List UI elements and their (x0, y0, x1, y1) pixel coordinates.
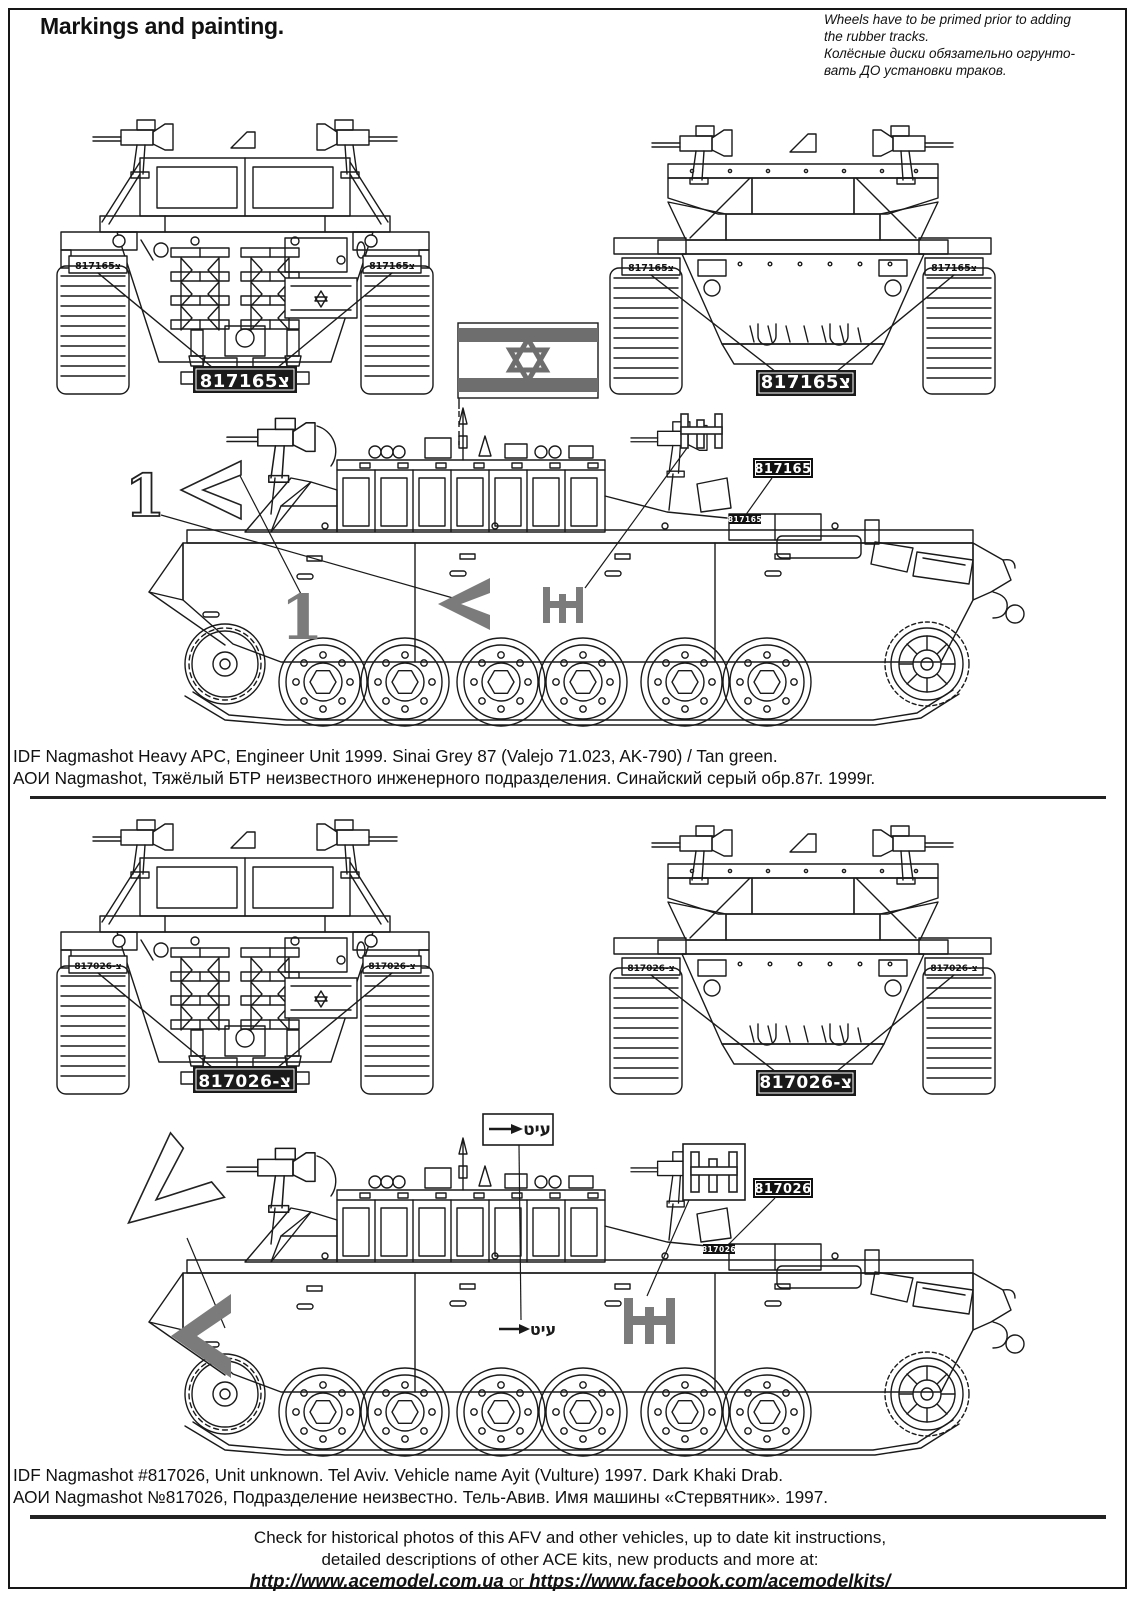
registration-callout-number: 817026-צ (759, 1073, 853, 1093)
caption-scheme1-ru: АОИ Nagmashot, Тяжёлый БТР неизвестного инженерного подразделения. Синайский серый обр.87г. 1999г. (13, 768, 876, 788)
plate-right-number: 817026-צ (368, 962, 416, 972)
plate-right-number: 817165צ (369, 261, 415, 272)
plate-left-number: 817165צ (628, 263, 674, 274)
registration-callout-number: 817165צ (760, 372, 852, 393)
caption-scheme1 (13, 745, 1118, 789)
deck-number-callout: 817026 (754, 1182, 812, 1197)
registration-callout-number: 817165צ (199, 371, 291, 392)
chevron-marking (438, 578, 490, 630)
priming-note-en-2: the rubber tracks. (824, 29, 930, 44)
rear-view-scheme1 (45, 110, 445, 405)
hull-number-callout: 1 (124, 462, 166, 530)
deck-number: 817026 (701, 1245, 737, 1254)
priming-note (824, 11, 1122, 79)
priming-note-ru-2: вать ДО установки траков. (824, 63, 1007, 78)
chevron-marking-callout (102, 1133, 225, 1255)
footer-line-1: Check for historical photos of this AFV and other vehicles, up to date kit instructions, (253, 1528, 887, 1547)
acemodel-url: http://www.acemodel.com.ua (249, 1570, 504, 1591)
section-divider-1 (30, 796, 1106, 799)
footer-line-2: detailed descriptions of other ACE kits, new products and more at: (321, 1549, 819, 1569)
front-view-scheme2 (600, 812, 1005, 1102)
side-view-scheme2 (75, 1102, 1105, 1457)
footer-links (0, 1570, 1140, 1593)
registration-callout-number: 817026-צ (198, 1072, 292, 1092)
chevron-marking (171, 1294, 231, 1378)
front-view-scheme1 (600, 112, 1005, 402)
footer (0, 1527, 1140, 1593)
deck-number-callout: 817165 (754, 462, 812, 477)
footer-conjunction: or (508, 1572, 525, 1591)
caption-scheme2-ru: АОИ Nagmashot №817026, Подразделение неизвестно. Тель-Авив. Имя машины «Стервятник». 1997. (13, 1487, 829, 1507)
page-title: Markings and painting. (40, 13, 284, 39)
unit-symbol-marking (543, 587, 583, 623)
unit-symbol-callout (683, 1144, 745, 1200)
caption-scheme2 (13, 1464, 1118, 1508)
caption-scheme2-en: IDF Nagmashot #817026, Unit unknown. Tel Aviv. Vehicle name Ayit (Vulture) 1997. Dark Khaki Drab. (13, 1465, 784, 1485)
chevron-marking-callout (181, 461, 241, 519)
caption-scheme1-en: IDF Nagmashot Heavy APC, Engineer Unit 1999. Sinai Grey 87 (Valejo 71.023, AK-790) / Tan green. (13, 746, 778, 766)
vehicle-name-callout (483, 1114, 553, 1145)
deck-number: 817165 (727, 515, 763, 524)
plate-right-number: 817026-צ (930, 964, 978, 974)
unit-symbol-marking (624, 1298, 675, 1344)
rear-view-scheme2 (45, 810, 445, 1105)
plate-left-number: 817026-צ (74, 962, 122, 972)
vehicle-name-marking (499, 1320, 556, 1339)
priming-note-en-1: Wheels have to be primed prior to adding (824, 12, 1071, 27)
priming-note-ru-1: Колёсные диски обязательно огрунто- (824, 46, 1076, 61)
section-divider-2 (30, 1515, 1106, 1519)
plate-right-number: 817165צ (931, 263, 977, 274)
vehicle-name-text: עיט (529, 1320, 557, 1339)
plate-left-number: 817026-צ (627, 964, 675, 974)
plate-left-number: 817165צ (75, 261, 121, 272)
hull-number-marking: 1 (280, 581, 324, 654)
facebook-url: https://www.facebook.com/acemodelkits/ (529, 1570, 891, 1591)
unit-symbol-callout (681, 414, 722, 448)
side-view-scheme1 (75, 402, 1105, 727)
vehicle-name-text: עיט (523, 1120, 551, 1140)
